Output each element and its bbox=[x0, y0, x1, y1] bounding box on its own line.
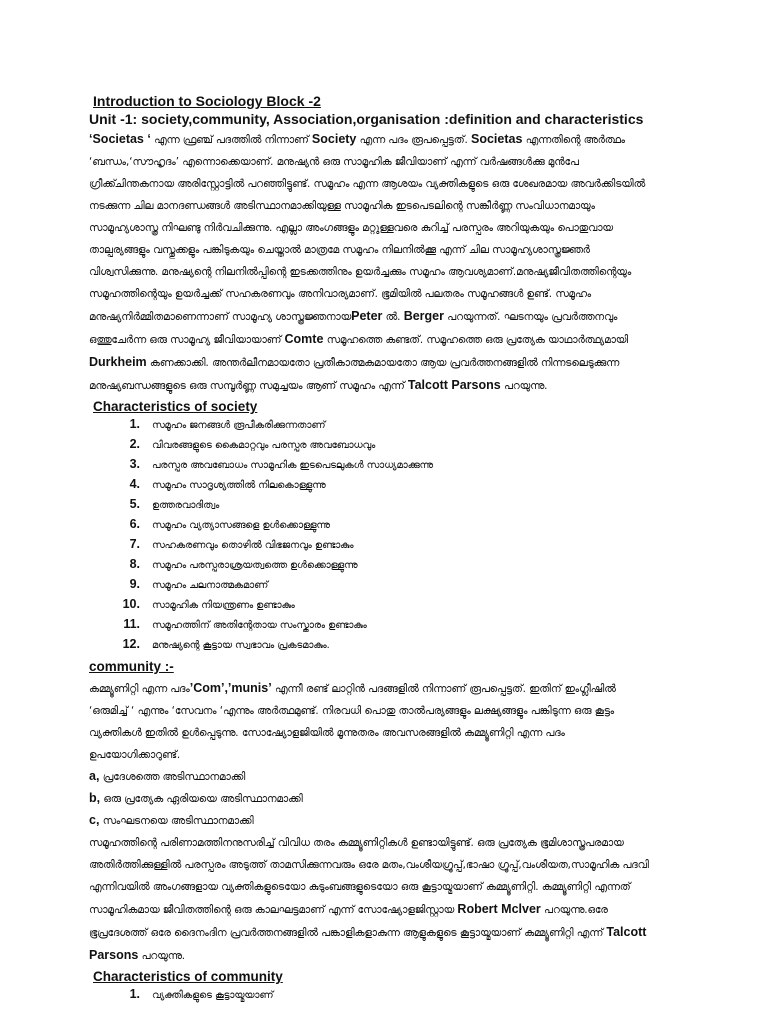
list-item-text: സമൂഹം ജനങ്ങൾ രൂപീകരിക്കുന്നതാണ് bbox=[152, 420, 326, 431]
community-paragraph-1 bbox=[89, 677, 649, 766]
text-run: കമ്മ്യൂണിറ്റി എന്ന പദം bbox=[89, 683, 190, 695]
term-com-munis: ’Com’,’munis’ bbox=[189, 681, 272, 695]
name-comte: Comte bbox=[284, 332, 324, 346]
list-item bbox=[114, 537, 649, 557]
option-text: സംഘടനയെ അടിസ്ഥാനമാക്കി bbox=[99, 815, 254, 827]
name-peter: Peter bbox=[351, 309, 383, 323]
term-societas-2: Societas bbox=[471, 132, 523, 146]
list-item-number: 2. bbox=[129, 437, 140, 451]
text-run: പറയുന്നു. bbox=[138, 950, 186, 962]
document-title: Introduction to Sociology Block -2 bbox=[93, 93, 321, 109]
list-item-number: 5. bbox=[129, 497, 140, 511]
text-run: എന്നതിന്റെ അർത്ഥം ‘ബന്ധം,‘സൗഹൃദം’ എന്നൊക്കെയാണ്. മനുഷ്യൻ ഒരു സാമൂഹിക ജീവിയാണ് എന്ന് വർഷങ്ങൾക്കു മുൻപേ ഗ്രീക്ക്ചിന്തകനായ അരിസ്റ്റോട്ടിൽ പറഞ്ഞിട്ടുണ്ട്. സമൂഹം എന്ന ആശയം വ്യക്തികളുടെ ഒരു ശേഖരമായ അവർക്കിടയിൽ നടക്കുന്ന ചില മാനദണ്ഡങ്ങൾ അടിസ്ഥാനമാക്കിയുള്ള സാമൂഹിക ഇടപെടലിന്റെ സങ്കീർണ്ണ സംവിധാനമായും സാമൂഹ്യശാസ്ത്ര നിഘണ്ടു നിർവചിക്കുന്നു. എല്ലാ അംഗങ്ങളും മറ്റുള്ളവരെ കുറിച്ച് പരസ്പരം അറിയുകയും പൊതുവായ താല്പര്യങ്ങളും വസ്തുക്കളും പങ്കിടുകയും ചെയ്താൽ മാത്രമേ സമൂഹം നിലനിൽക്കൂ എന്ന് ചില സാമൂഹ്യശാസ്ത്രജ്ഞർ വിശ്വസിക്കുന്നു. മനുഷ്യന്റെ നിലനിൽപ്പിന്റെ ഇടക്കത്തിനും ഉയർച്ചക്കും സമൂഹം ആവശ്യമാണ്.മനുഷ്യജീവിതത്തിന്റെയും സമൂഹത്തിന്റെയും ഉയർച്ചക്ക് സഹകരണവും അനിവാര്യമാണ്. ഭൂമിയിൽ പലതരം സമൂഹങ്ങൾ ഉണ്ട്. സമൂഹം മനുഷ്യനിർമ്മിതമാണെന്നാണ് സാമൂഹ്യ ശാസ്ത്രജ്ഞനായ bbox=[89, 134, 646, 323]
list-item bbox=[114, 557, 649, 577]
text-run: സമൂഹത്തെ കണ്ടത്. സമൂഹത്തെ ഒരു പ്രത്യേക യാഥാർത്ഥ്യമായി bbox=[323, 334, 629, 346]
term-societas: ‘Societas ‘ bbox=[89, 132, 151, 146]
term-society: Society bbox=[311, 132, 357, 146]
list-item-number: 6. bbox=[129, 517, 140, 531]
list-item bbox=[114, 577, 649, 597]
text-run: എന്നീ രണ്ട് ലാറ്റിൻ പദങ്ങളിൽ നിന്നാണ് രൂപപ്പെട്ടത്. ഇതിന് ഇംഗ്ലീഷിൽ ‘ഒരുമിച്ച് ‘ എന്നും ‘സേവനം ‘എന്നും അർത്ഥമുണ്ട്. നിരവധി പൊതു താൽപര്യങ്ങളും ലക്ഷ്യങ്ങളും പങ്കിടുന്ന ഒരു കൂട്ടം വ്യക്തികൾ ഇതിൽ ഉൾപ്പെടുന്നു. സോഷ്യോളജിയിൽ മൂന്നുതരം അവസരങ്ങളിൽ കമ്മ്യൂണിറ്റി എന്ന പദം ഉപയോഗിക്കാറുണ്ട്. bbox=[89, 683, 616, 761]
list-item bbox=[114, 477, 649, 497]
text-run: പറയുന്നു.ഒരേ ഭൂപ്രദേശത്ത് ഒരേ ദൈനംദിന പ്രവർത്തനങ്ങളിൽ പങ്കാളികളാകുന്ന ആളുകളുടെ കൂട്ടായ്മയാണ് കമ്മ്യൂണിറ്റി എന്ന് bbox=[89, 904, 608, 939]
community-options bbox=[89, 766, 649, 832]
list-item bbox=[114, 437, 649, 457]
unit-heading: Unit -1: society,community, Association,organisation :definition and characteristics bbox=[89, 111, 644, 127]
list-item-number: 9. bbox=[129, 577, 140, 591]
list-item bbox=[114, 637, 649, 657]
document-body bbox=[89, 93, 649, 1007]
name-talcott-parsons: Talcott Parsons bbox=[407, 378, 501, 392]
text-run: സമൂഹത്തിന്റെ പരിണാമത്തിനനുസരിച്ച് വിവിധ തരം കമ്മ്യൂണിറ്റികൾ ഉണ്ടായിട്ടുണ്ട്. ഒരു പ്രത്യേക ഭൂമിശാസ്ത്രപരമായ അതിർത്തിക്കുള്ളിൽ പരസ്പരം അടുത്ത് താമസിക്കുന്നവരും ഒരേ മതം,വംശീയഗ്രൂപ്പ്,ഭാഷാ ഗ്രൂപ്പ്,വംശീയത,സാമൂഹിക പദവി എന്നിവയിൽ അംഗങ്ങളായ വ്യക്തികളുടെയോ കുടുംബങ്ങളുടെയോ ഒരു കൂട്ടായ്മയാണ് കമ്മ്യൂണിറ്റി. കമ്മ്യൂണിറ്റി എന്നത് സാമൂഹികമായ ജീവിതത്തിന്റെ ഒരു കാലഘട്ടമാണ് എന്ന് സോഷ്യോളജിസ്റ്റായ bbox=[89, 837, 649, 916]
name-robert-mciver: Robert Mclver bbox=[457, 902, 541, 916]
society-characteristics-list bbox=[89, 417, 649, 657]
list-item-number: 8. bbox=[129, 557, 140, 571]
list-item-number: 11. bbox=[123, 617, 140, 631]
list-item bbox=[114, 457, 649, 477]
text-run: പറയുന്നത്. ഘടനയും പ്രവർത്തനവും ഒത്തുചേർന്ന ഒരു സാമൂഹ്യ ജീവിയായാണ് bbox=[89, 311, 618, 346]
list-item bbox=[114, 617, 649, 637]
list-item bbox=[114, 417, 649, 437]
option-text: പ്രദേശത്തെ അടിസ്ഥാനമാക്കി bbox=[99, 771, 246, 783]
list-item-text: ഉത്തരവാദിത്വം bbox=[152, 500, 220, 511]
list-item-number: 7. bbox=[129, 537, 140, 551]
list-item-text: സമൂഹം വ്യത്യാസങ്ങളെ ഉൾക്കൊള്ളുന്നു bbox=[152, 520, 330, 531]
community-characteristics-list bbox=[89, 987, 649, 1007]
list-item-number: 4. bbox=[129, 477, 140, 491]
text-run: കണക്കാക്കി. അന്തർലീനമായതോ പ്രതീകാത്മകമായതോ ആയ പ്രവർത്തനങ്ങളിൽ നിന്നടലെടുക്കുന്ന മനുഷ്യബന്ധങ്ങളുടെ ഒരു സമ്പൂർണ്ണ സമുച്ചയം ആണ് സമൂഹം എന്ന് bbox=[89, 357, 620, 392]
list-item-text: വിവരങ്ങളുടെ കൈമാറ്റവും പരസ്പര അവബോധവും bbox=[152, 440, 376, 451]
community-option bbox=[89, 810, 649, 832]
list-item-text: സഹകരണവും തൊഴിൽ വിഭജനവും ഉണ്ടാകും bbox=[152, 540, 354, 551]
text-run: ൽ. bbox=[382, 311, 404, 323]
community-option bbox=[89, 788, 649, 810]
community-characteristics-heading: Characteristics of community bbox=[93, 969, 283, 984]
list-item bbox=[114, 987, 649, 1007]
list-item-number: 1. bbox=[129, 987, 140, 1001]
list-item bbox=[114, 517, 649, 537]
community-heading: community :- bbox=[89, 659, 174, 674]
list-item bbox=[114, 597, 649, 617]
name-talcott-parsons-2: Talcott Parsons bbox=[89, 925, 647, 962]
text-run: എന്ന ഫ്രഞ്ച് പദത്തിൽ നിന്നാണ് bbox=[150, 134, 312, 146]
name-berger: Berger bbox=[403, 309, 444, 323]
community-option bbox=[89, 766, 649, 788]
list-item-number: 3. bbox=[129, 457, 140, 471]
name-durkheim: Durkheim bbox=[89, 355, 147, 369]
list-item-text: സമൂഹം സാദൃശ്യത്തിൽ നിലകൊള്ളുന്നു bbox=[152, 480, 326, 491]
list-item-number: 1. bbox=[129, 417, 140, 431]
list-item-text: വ്യക്തികളുടെ കൂട്ടായ്മയാണ് bbox=[152, 990, 274, 1001]
list-item-text: സമൂഹത്തിന് അതിന്റേതായ സംസ്കാരം ഉണ്ടാകും bbox=[152, 620, 367, 631]
list-item-number: 10. bbox=[122, 597, 140, 611]
option-label: b, bbox=[89, 791, 101, 805]
society-paragraph bbox=[89, 128, 649, 397]
option-label: c, bbox=[89, 813, 100, 827]
list-item-text: മനുഷ്യന്റെ കൂട്ടായ സ്വഭാവം പ്രകടമാകും. bbox=[152, 640, 330, 651]
list-item-text: സമൂഹം പരസ്പരാശ്രയത്വത്തെ ഉൾക്കൊള്ളുന്നു bbox=[152, 560, 358, 571]
list-item-text: സമൂഹം ചലനാത്മകമാണ് bbox=[152, 580, 269, 591]
list-item-text: സാമൂഹിക നിയന്ത്രണം ഉണ്ടാകും bbox=[152, 600, 295, 611]
text-run: പറയുന്നു. bbox=[500, 380, 548, 392]
option-text: ഒരു പ്രത്യേക ഏരിയയെ അടിസ്ഥാനമാക്കി bbox=[100, 793, 303, 805]
list-item-number: 12. bbox=[122, 637, 140, 651]
option-label: a, bbox=[89, 769, 100, 783]
text-run: എന്ന പദം രൂപപ്പെട്ടത്. bbox=[356, 134, 471, 146]
list-item bbox=[114, 497, 649, 517]
list-item-text: പരസ്പര അവബോധം സാമൂഹിക ഇടപെടലുകൾ സാധ്യമാക്കുന്നു bbox=[152, 460, 433, 471]
community-paragraph-2 bbox=[89, 832, 649, 967]
society-characteristics-heading: Characteristics of society bbox=[93, 399, 258, 414]
